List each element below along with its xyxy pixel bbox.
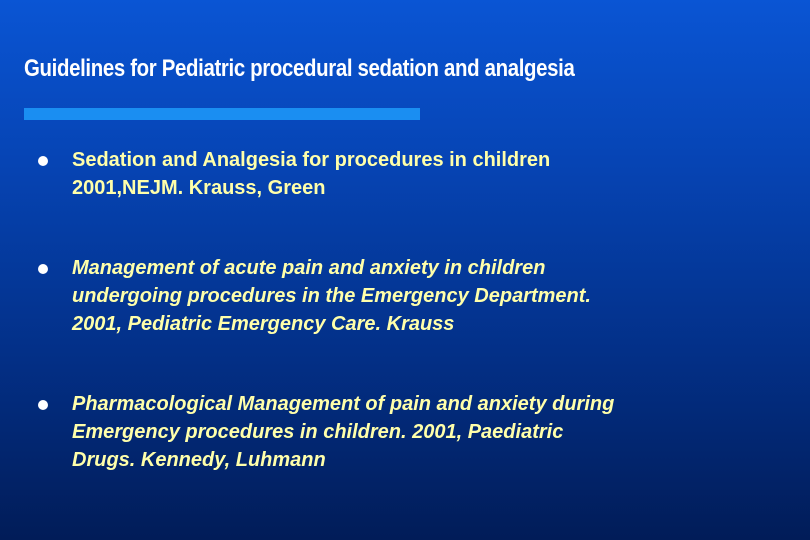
list-item (38, 146, 768, 202)
title-underline-bar (24, 108, 420, 120)
bullet-line: Emergency procedures in children. 2001, Paediatric (72, 421, 564, 443)
bullet-text (72, 149, 550, 199)
bullet-line: 2001, Pediatric Emergency Care. Krauss (72, 313, 455, 335)
bullet-dot-icon (38, 400, 48, 410)
bullet-line: 2001,NEJM. Krauss, Green (72, 177, 326, 199)
list-item (38, 254, 768, 338)
bullet-line: Management of acute pain and anxiety in children (72, 257, 546, 279)
bullet-line: Pharmacological Management of pain and anxiety during (72, 393, 615, 415)
bullet-text (72, 393, 614, 471)
bullet-dot-icon (38, 264, 48, 274)
reference-list (38, 146, 768, 526)
slide-title: Guidelines for Pediatric procedural sedation and analgesia (24, 55, 575, 82)
bullet-line: Sedation and Analgesia for procedures in children (72, 149, 551, 171)
bullet-line: undergoing procedures in the Emergency Department. (72, 285, 591, 307)
bullet-line: Drugs. Kennedy, Luhmann (72, 449, 326, 471)
list-item (38, 390, 768, 474)
bullet-dot-icon (38, 156, 48, 166)
bullet-text (72, 257, 591, 335)
